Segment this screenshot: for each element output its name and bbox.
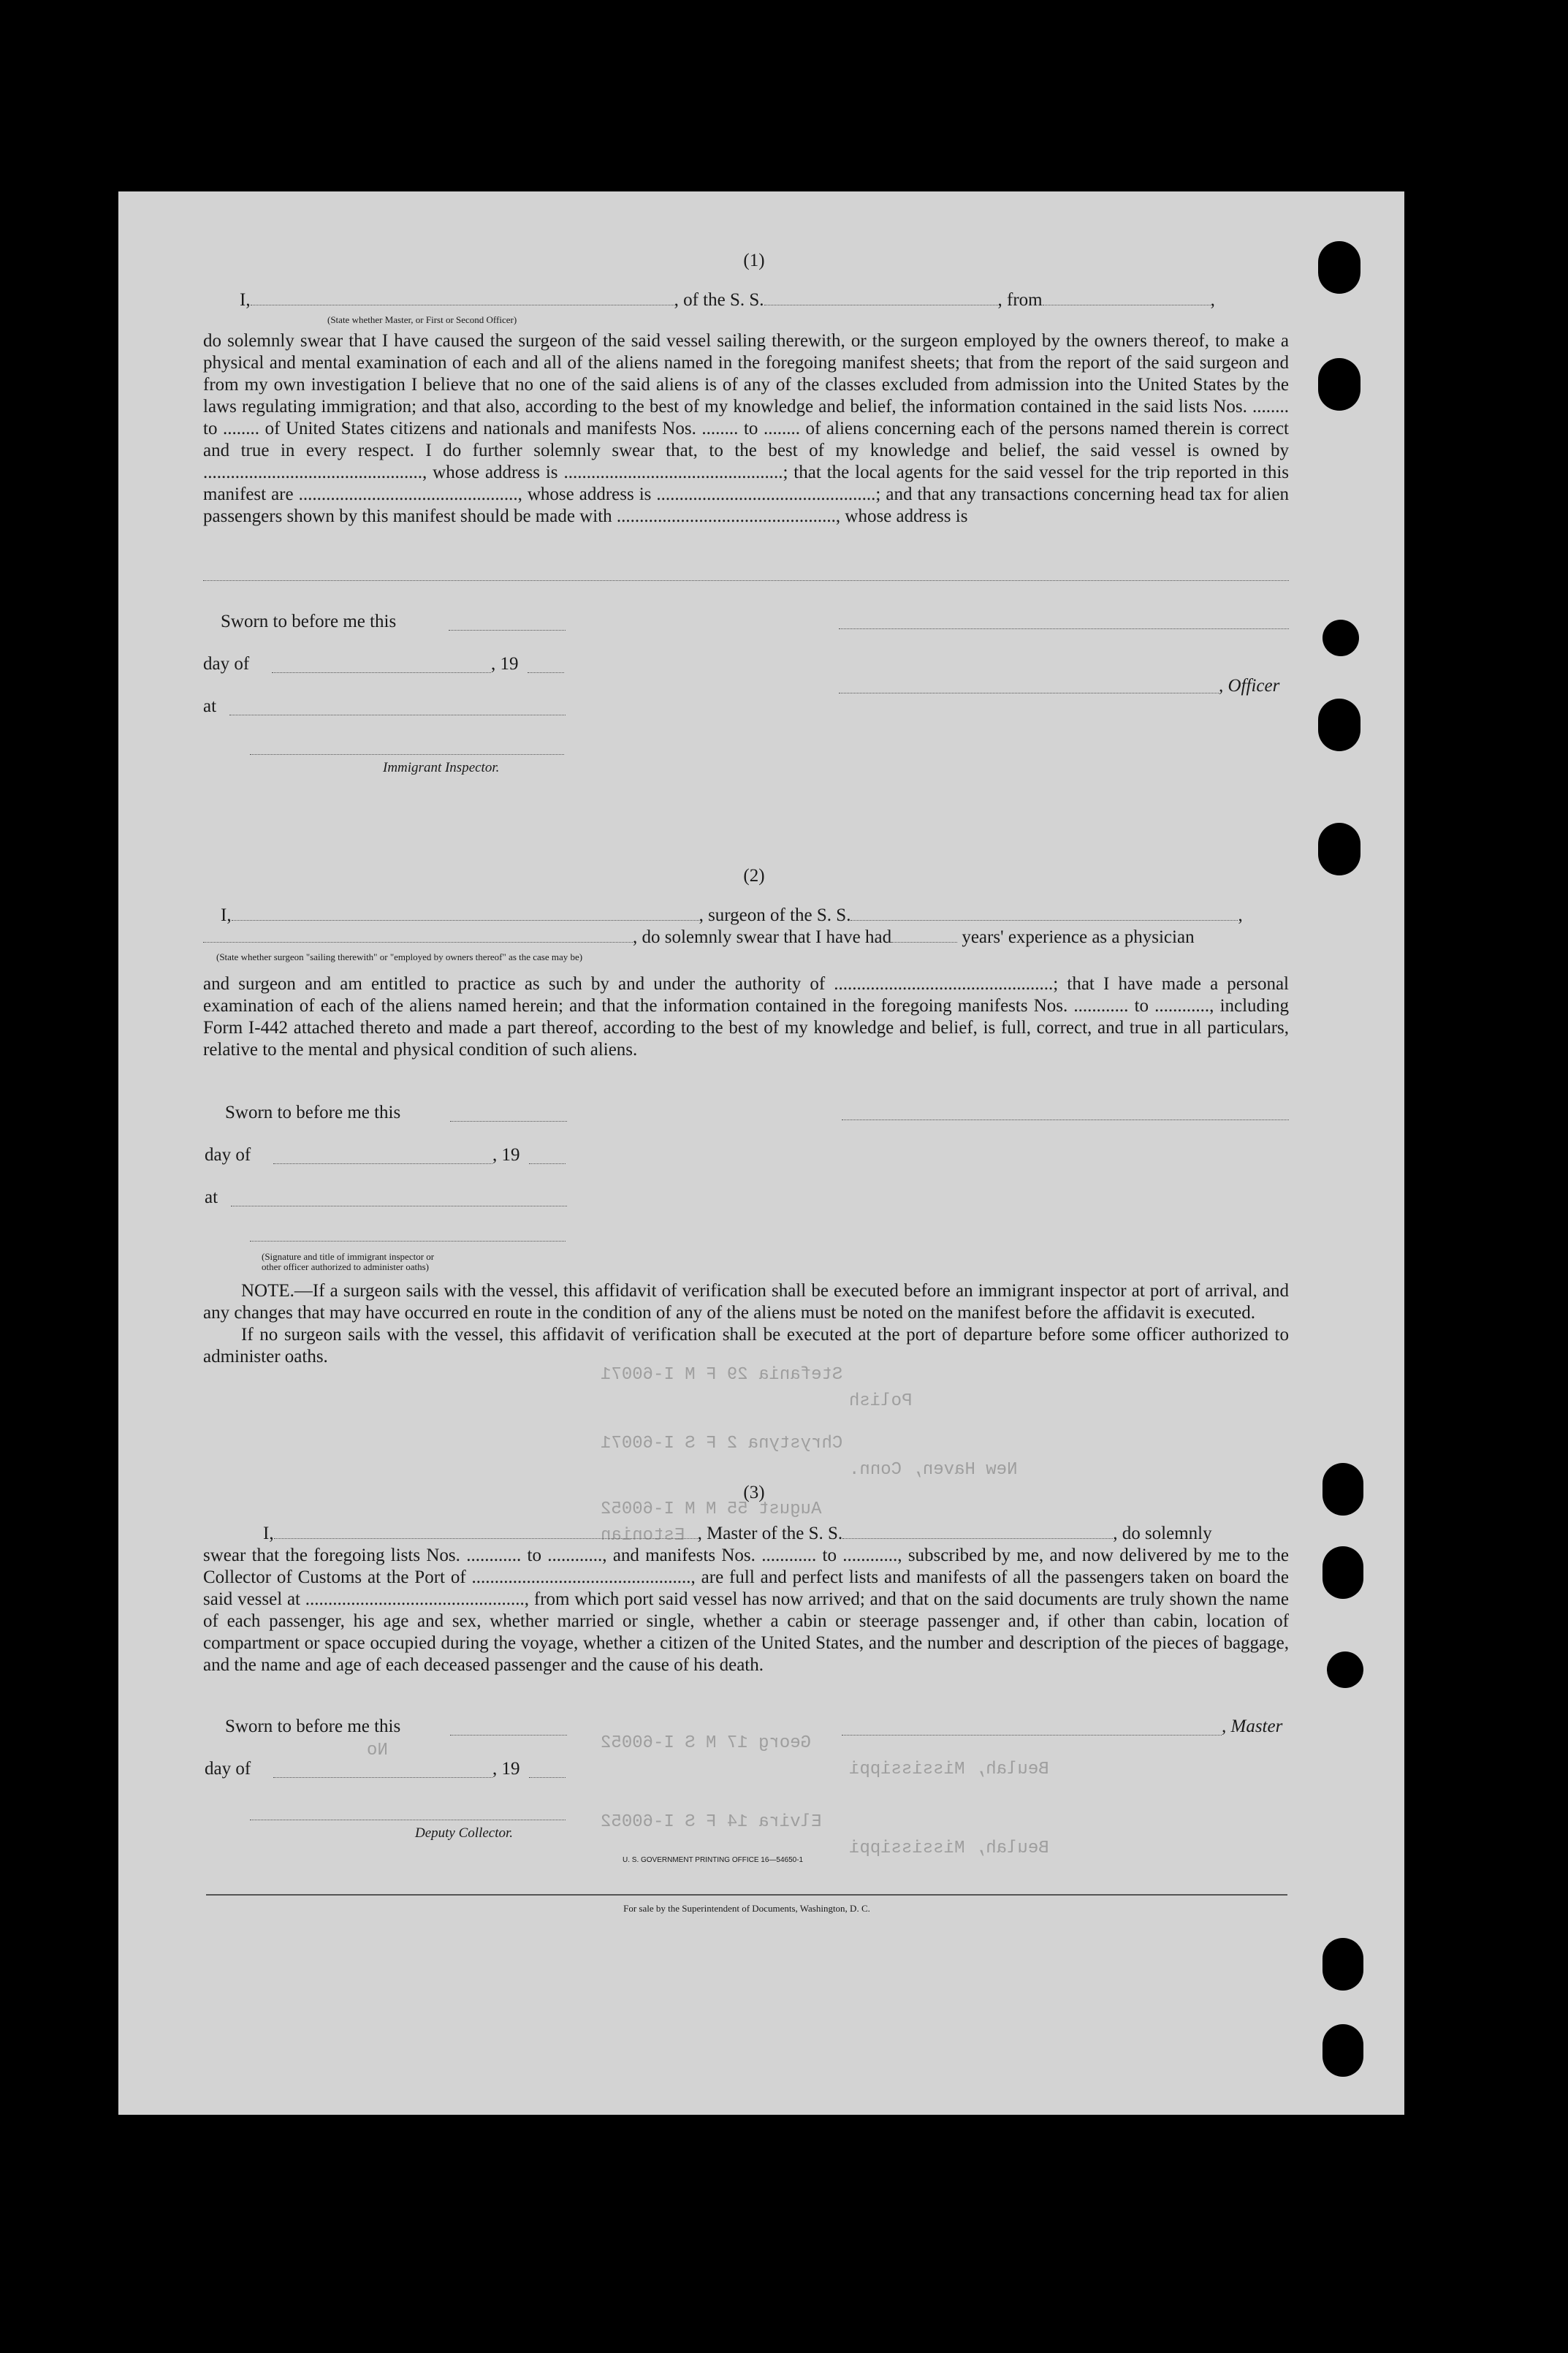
collector-label: Deputy Collector.: [415, 1825, 514, 1841]
inspector-label: Immigrant Inspector.: [383, 760, 500, 775]
sworn-label: Sworn to before me this: [225, 1717, 401, 1736]
oath-label: , do solemnly swear that I have had: [633, 927, 892, 947]
bleed-through-text: Beulah, Mississippi: [849, 1760, 1049, 1779]
form-page: [118, 191, 1404, 2115]
binder-hole: [1322, 2024, 1363, 2077]
note-label: NOTE.: [241, 1281, 294, 1301]
inspector-signature-line: [250, 754, 564, 755]
caption: (State whether surgeon "sailing therewith" or "employed by owners thereof" as the case may be): [216, 951, 583, 962]
sworn-label: Sworn to before me this: [221, 612, 397, 631]
master-label: , Master: [1222, 1717, 1283, 1736]
footer-text: For sale by the Superintendent of Documents, Washington, D. C.: [623, 1903, 870, 1914]
oath-text: and surgeon and am entitled to practice as such by and under the authority of ................................................; that I have made a personal examination of each of the aliens named herein; and that the information contained in the foregoing manifests Nos. ............ to ............, including Form I-442 attached thereto and made a part thereof, according to the best of my knowledge and belief, is full, correct, and true in all particulars, relative to the mental and physical condition of such aliens.: [203, 974, 1289, 1060]
oath-line: I, , surgeon of the S. S. ,: [221, 905, 1243, 925]
caption: other officer authorized to administer oaths): [262, 1261, 429, 1272]
surgeon-status-blank: [203, 942, 633, 943]
day-of-label: day of: [205, 1145, 251, 1165]
oath-label: , from: [997, 290, 1043, 310]
note-text: —If a surgeon sails with the vessel, this affidavit of verification shall be executed before an immigrant inspector at port of arrival, and any changes that may have occurred en route in the condition of any of the aliens must be noted on the manifest before the affidavit is executed.: [203, 1281, 1289, 1323]
binder-hole: [1327, 1651, 1363, 1688]
section-number: (3): [743, 1483, 765, 1502]
oath-label: I,: [263, 1524, 274, 1543]
binder-hole: [1318, 699, 1360, 751]
surgeon-name-blank: [232, 920, 699, 921]
caption: (State whether Master, or First or Second Officer): [327, 314, 517, 325]
master-signature-line: [842, 1735, 1222, 1736]
oath-line: I, , of the S. S. , from ,: [240, 290, 1215, 310]
bleed-through-text: Elvira 14 F S I-60052: [601, 1812, 822, 1832]
oath-label: , do solemnly: [1113, 1524, 1212, 1543]
oath-paragraph: [203, 330, 1289, 528]
day-of-blank: [273, 1163, 492, 1164]
binder-hole: [1322, 1546, 1363, 1599]
bleed-through-text: New Haven, Conn.: [849, 1460, 1018, 1480]
binder-hole: [1318, 358, 1360, 411]
binder-hole: [1322, 620, 1359, 656]
officer-label: , Officer: [1219, 676, 1280, 696]
section-number: (2): [743, 866, 765, 886]
binder-hole: [1322, 1463, 1363, 1516]
binder-hole: [1318, 823, 1360, 875]
oath-paragraph: [203, 973, 1289, 1061]
bleed-through-text: August 55 M M I-60052: [601, 1499, 822, 1519]
officer-signature-line: [839, 628, 1289, 629]
sworn-day-blank: [450, 1735, 567, 1736]
vessel-name-blank: [850, 920, 1238, 921]
oath-label: I,: [221, 905, 232, 925]
vessel-name-blank: [842, 1538, 1113, 1539]
note-paragraph: [203, 1280, 1289, 1368]
caption: (Signature and title of immigrant inspector or: [262, 1251, 435, 1262]
oath-label: , of the S. S.: [674, 290, 764, 310]
oath-paragraph: [203, 1545, 1289, 1676]
binder-hole: [1322, 1938, 1363, 1991]
year-blank: [529, 1777, 566, 1778]
oath-text: do solemnly swear that I have caused the surgeon of the said vessel sailing therewith, or the surgeon employed by the owners thereof, to make a physical and mental examination of each and all of the aliens named in the foregoing manifest sheets; that from the report of the said surgeon and from my own investigation I believe that no one of the said aliens is of any of the classes excluded from admission into the United States by the laws regulating immigration; and that also, according to the best of my knowledge and belief, the information contained in the said lists Nos. ........ to ........ of United States citizens and nationals and manifests Nos. ........ to ........ of aliens concerning each of the persons named therein is correct and true in every respect. I do further solemnly swear that, to the best of my knowledge and belief, the said vessel is owned by ................................................, whose address is ................................................; that the local agents for the said vessel for the trip reported in this manifest are ................................................, whose address is ................................................; and that any transactions concerning head tax for alien passengers shown by this manifest should be made with ................................................, whose address is: [203, 331, 1289, 526]
note-text: If no surgeon sails with the vessel, this affidavit of verification shall be executed at the port of departure before some officer authorized to administer oaths.: [203, 1325, 1289, 1366]
bleed-through-text: Beulah, Mississippi: [849, 1839, 1049, 1858]
officer-signature-line: [250, 1241, 566, 1242]
bleed-through-text: No: [367, 1741, 388, 1760]
section-number: (1): [743, 251, 765, 270]
sworn-label: Sworn to before me this: [225, 1103, 401, 1122]
signature-line: [203, 580, 1289, 581]
bleed-through-text: Estonian: [601, 1526, 685, 1546]
year-label: , 19: [492, 1145, 520, 1165]
year-blank: [528, 672, 564, 673]
year-label: , 19: [492, 1759, 520, 1779]
printer-imprint: U. S. GOVERNMENT PRINTING OFFICE 16—54650-1: [623, 1856, 804, 1864]
bleed-through-text: Georg 17 M S I-60052: [601, 1733, 812, 1753]
day-of-label: day of: [205, 1759, 251, 1779]
master-name-blank: [274, 1538, 698, 1539]
day-of-blank: [272, 672, 491, 673]
bleed-through-text: Stefania 29 F M I-60071: [601, 1365, 843, 1385]
oath-line: [263, 1523, 1212, 1545]
sworn-day-blank: [450, 1121, 567, 1122]
year-blank: [529, 1163, 566, 1164]
day-of-label: day of: [203, 654, 250, 674]
year-label: , 19: [491, 654, 519, 674]
oath-label: , surgeon of the S. S.: [699, 905, 851, 925]
oath-text: swear that the foregoing lists Nos. ............ to ............, and manifests Nos. ............ to ............, subscribed by me, and now delivered by me to the Collector of Customs at the Port of ................................................, are full and perfect lists and manifests of all the passengers taken on board the said vessel at ................................................, from which port said vessel has now arrived; and that on the said documents are truly shown the name of each passenger, his age and sex, whether married or single, whether a cabin or steerage passenger and, if other than cabin, location of compartment or space occupied during the voyage, whether a citizen of the United States, and the number and description of the pieces of baggage, and the name and age of each deceased passenger and the cause of his death.: [203, 1546, 1289, 1675]
sworn-day-blank: [449, 630, 566, 631]
footer-rule: [206, 1894, 1287, 1896]
oath-line: [203, 927, 1195, 949]
oath-label: years' experience as a physician: [962, 927, 1195, 947]
oath-label: , Master of the S. S.: [697, 1524, 843, 1543]
oath-label: I,: [240, 290, 251, 310]
at-label: at: [205, 1187, 218, 1207]
binder-hole: [1318, 241, 1360, 294]
years-blank: [891, 942, 957, 943]
day-of-blank: [273, 1777, 492, 1778]
bleed-through-text: Polish: [849, 1391, 913, 1411]
at-label: at: [203, 696, 217, 716]
bleed-through-text: Chrystyna 2 F S I-60071: [601, 1434, 843, 1453]
